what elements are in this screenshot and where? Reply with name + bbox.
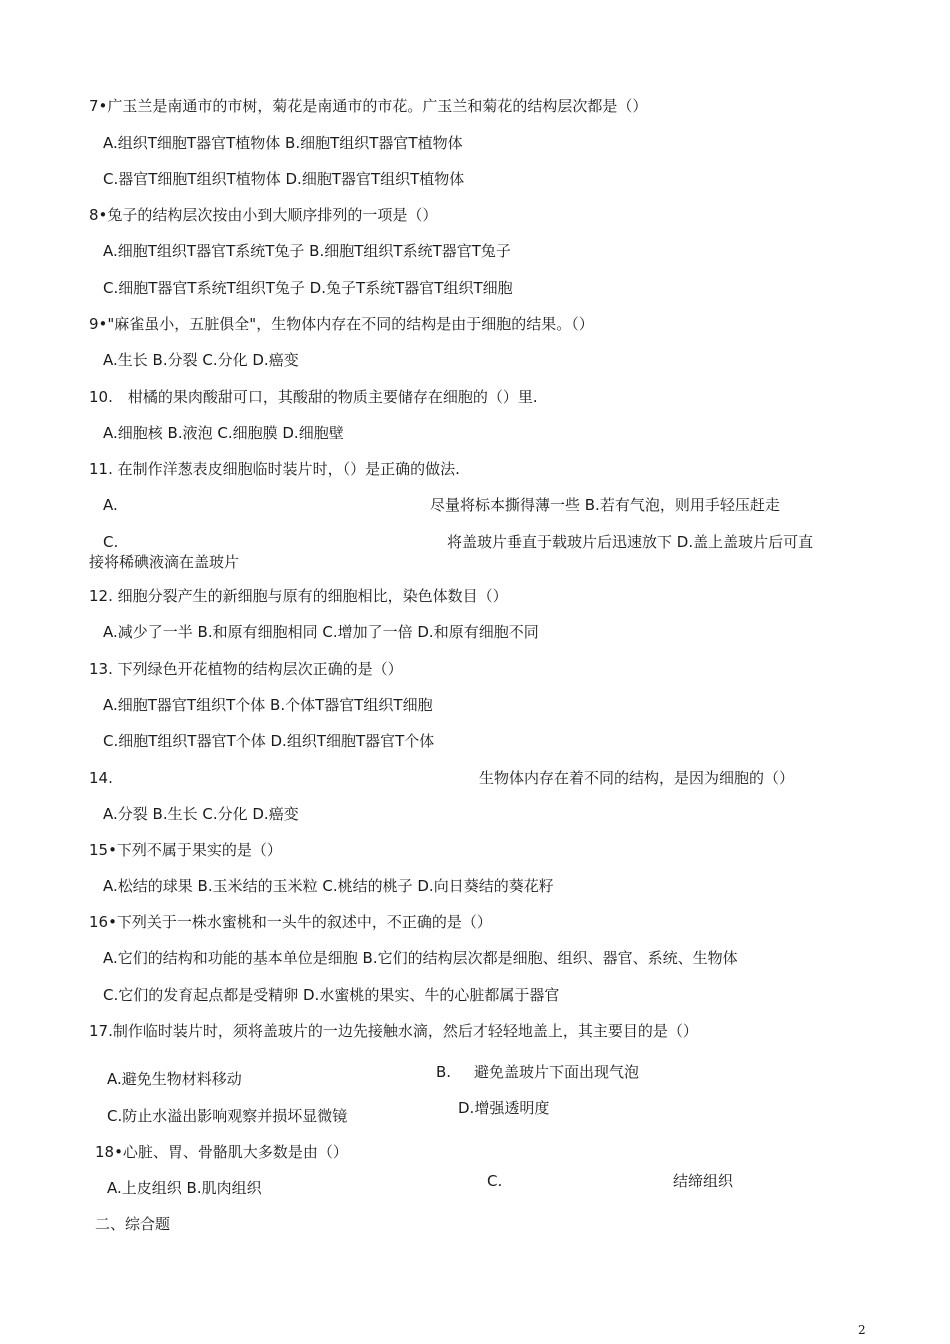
question-16-stem: 16•下列关于一株水蜜桃和一头牛的叙述中，不正确的是（） — [89, 913, 492, 931]
question-14-stem: 生物体内存在着不同的结构，是因为细胞的（） — [479, 769, 795, 787]
question-10-options: A.细胞核 B.液泡 C.细胞膜 D.细胞壁 — [103, 424, 344, 442]
section-heading: 二、综合题 — [95, 1215, 171, 1233]
question-8-options-ab: A.细胞T组织T器官T系统T兔子 B.细胞T组织T系统T器官T兔子 — [103, 242, 511, 260]
question-14-number: 14. — [89, 769, 113, 787]
question-16-options-ab: A.它们的结构和功能的基本单位是细胞 B.它们的结构层次都是细胞、组织、器官、系统、生物体 — [103, 949, 738, 967]
question-17-option-c: C.防止水溢出影响观察并损坏显微镜 — [107, 1107, 348, 1125]
question-11-option-c-text: 将盖玻片垂直于载玻片后迅速放下 D.盖上盖玻片后可直 — [447, 533, 814, 551]
question-13-stem: 13. 下列绿色开花植物的结构层次正确的是（） — [89, 660, 403, 678]
question-10-stem: 10. 柑橘的果肉酸甜可口，其酸甜的物质主要储存在细胞的（）里. — [89, 388, 538, 406]
question-17-option-b-text: 避免盖玻片下面出现气泡 — [474, 1063, 640, 1081]
question-9-options: A.生长 B.分裂 C.分化 D.癌变 — [103, 351, 299, 369]
question-8-options-cd: C.细胞T器官T系统T组织T兔子 D.兔子T系统T器官T组织T细胞 — [103, 279, 513, 297]
question-12-options: A.减少了一半 B.和原有细胞相同 C.增加了一倍 D.和原有细胞不同 — [103, 623, 539, 641]
question-13-options-ab: A.细胞T器官T组织T个体 B.个体T器官T组织T细胞 — [103, 696, 433, 714]
question-12-stem: 12. 细胞分裂产生的新细胞与原有的细胞相比，染色体数目（） — [89, 587, 508, 605]
question-16-options-cd: C.它们的发育起点都是受精卵 D.水蜜桃的果实、牛的心脏都属于器官 — [103, 986, 560, 1004]
question-15-options: A.松结的球果 B.玉米结的玉米粒 C.桃结的桃子 D.向日葵结的葵花籽 — [103, 877, 554, 895]
question-11-option-continuation: 接将稀碘液滴在盖玻片 — [89, 553, 240, 571]
question-13-options-cd: C.细胞T组织T器官T个体 D.组织T细胞T器官T个体 — [103, 732, 435, 750]
question-17-option-d: D.增强透明度 — [458, 1099, 550, 1117]
question-15-stem: 15•下列不属于果实的是（） — [89, 841, 282, 859]
question-11-option-c-label: C. — [103, 533, 119, 551]
question-11-option-a-label: A. — [103, 496, 118, 514]
question-18-stem: 18•心脏、胃、骨骼肌大多数是由（） — [95, 1143, 348, 1161]
question-7-options-ab: A.组织T细胞T器官T植物体 B.细胞T组织T器官T植物体 — [103, 134, 463, 152]
question-11-stem: 11. 在制作洋葱表皮细胞临时装片时，（）是正确的做法. — [89, 460, 460, 478]
question-18-options-ab: A.上皮组织 B.肌肉组织 — [107, 1179, 262, 1197]
question-8-stem: 8•兔子的结构层次按由小到大顺序排列的一项是（） — [89, 206, 438, 224]
question-14-options: A.分裂 B.生长 C.分化 D.癌变 — [103, 805, 299, 823]
page-number: 2 — [858, 1323, 866, 1337]
question-11-option-a-text: 尽量将标本撕得薄一些 B.若有气泡，则用手轻压赶走 — [430, 496, 780, 514]
question-7-options-cd: C.器官T细胞T组织T植物体 D.细胞T器官T组织T植物体 — [103, 170, 465, 188]
question-18-option-c-text: 结缔组织 — [673, 1172, 734, 1190]
question-17-option-b-label: B. — [436, 1063, 452, 1081]
question-18-option-c-label: C. — [487, 1172, 503, 1190]
question-17-option-a: A.避免生物材料移动 — [107, 1070, 242, 1088]
question-9-stem: 9•"麻雀虽小，五脏俱全"，生物体内存在不同的结构是由于细胞的结果。（） — [89, 315, 594, 333]
question-17-stem: 17.制作临时装片时，须将盖玻片的一边先接触水滴，然后才轻轻地盖上，其主要目的是（） — [89, 1022, 698, 1040]
question-7-stem: 7•广玉兰是南通市的市树，菊花是南通市的市花。广玉兰和菊花的结构层次都是（） — [89, 97, 648, 115]
